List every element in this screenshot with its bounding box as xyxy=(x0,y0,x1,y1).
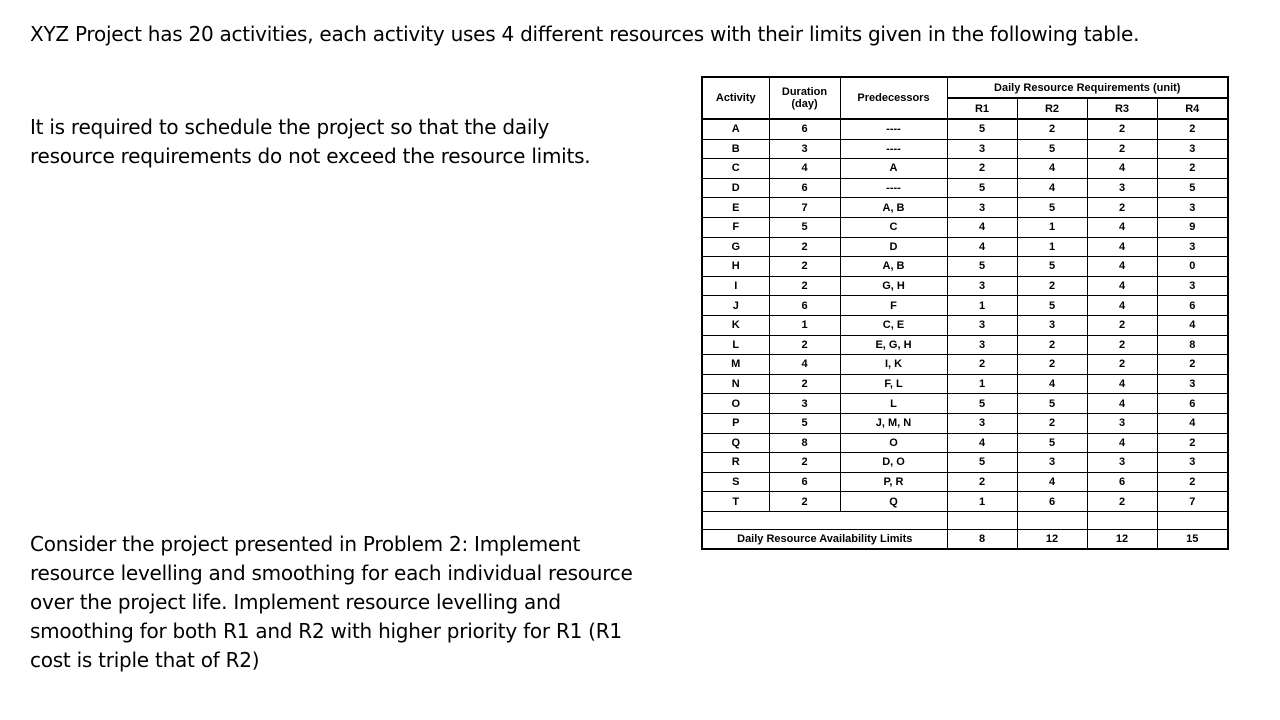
cell-duration: 5 xyxy=(769,217,840,237)
cell-pred: ---- xyxy=(840,178,947,198)
cell-r1: 3 xyxy=(947,413,1017,433)
cell-r2: 2 xyxy=(1017,335,1087,355)
cell-r3: 3 xyxy=(1087,178,1157,198)
table-row xyxy=(702,257,1228,277)
cell-r3: 4 xyxy=(1087,394,1157,414)
cell-r3: 4 xyxy=(1087,276,1157,296)
cell-activity: H xyxy=(702,257,769,277)
cell-r2: 4 xyxy=(1017,472,1087,492)
cell-activity: R xyxy=(702,453,769,473)
table-row xyxy=(702,296,1228,316)
cell-pred: F, L xyxy=(840,374,947,394)
cell-activity: A xyxy=(702,119,769,139)
cell-r3: 2 xyxy=(1087,119,1157,139)
cell-r4: 7 xyxy=(1157,492,1228,512)
cell-r1: 2 xyxy=(947,355,1017,375)
limit-r1: 8 xyxy=(947,529,1017,549)
cell-r4: 6 xyxy=(1157,296,1228,316)
cell-r2: 5 xyxy=(1017,257,1087,277)
cell-r1: 3 xyxy=(947,315,1017,335)
cell-r1: 5 xyxy=(947,257,1017,277)
limit-r4: 15 xyxy=(1157,529,1228,549)
header-r1: R1 xyxy=(947,98,1017,119)
cell-r2: 2 xyxy=(1017,276,1087,296)
table-row xyxy=(702,237,1228,257)
header-r4: R4 xyxy=(1157,98,1228,119)
cell-r4: 2 xyxy=(1157,355,1228,375)
cell-r2: 5 xyxy=(1017,139,1087,159)
blank-cell xyxy=(947,511,1017,529)
cell-r2: 1 xyxy=(1017,237,1087,257)
cell-pred: J, M, N xyxy=(840,413,947,433)
cell-r4: 9 xyxy=(1157,217,1228,237)
table-row xyxy=(702,413,1228,433)
header-r2: R2 xyxy=(1017,98,1087,119)
cell-activity: I xyxy=(702,276,769,296)
cell-r1: 4 xyxy=(947,433,1017,453)
table-row xyxy=(702,276,1228,296)
cell-r3: 2 xyxy=(1087,198,1157,218)
cell-r1: 3 xyxy=(947,139,1017,159)
cell-activity: K xyxy=(702,315,769,335)
cell-r4: 3 xyxy=(1157,276,1228,296)
cell-r3: 4 xyxy=(1087,217,1157,237)
table-row xyxy=(702,453,1228,473)
cell-r3: 4 xyxy=(1087,237,1157,257)
blank-row xyxy=(702,511,1228,529)
cell-pred: A, B xyxy=(840,257,947,277)
cell-r3: 2 xyxy=(1087,355,1157,375)
cell-activity: B xyxy=(702,139,769,159)
cell-duration: 3 xyxy=(769,139,840,159)
resource-table xyxy=(701,76,1229,550)
cell-r1: 5 xyxy=(947,178,1017,198)
limit-r2: 12 xyxy=(1017,529,1087,549)
cell-r2: 5 xyxy=(1017,394,1087,414)
cell-duration: 2 xyxy=(769,276,840,296)
table-row xyxy=(702,472,1228,492)
cell-r4: 3 xyxy=(1157,139,1228,159)
cell-activity: J xyxy=(702,296,769,316)
table-row xyxy=(702,159,1228,179)
cell-r1: 4 xyxy=(947,217,1017,237)
cell-r1: 3 xyxy=(947,198,1017,218)
cell-activity: M xyxy=(702,355,769,375)
table-row xyxy=(702,394,1228,414)
cell-r4: 2 xyxy=(1157,433,1228,453)
cell-duration: 2 xyxy=(769,257,840,277)
cell-pred: Q xyxy=(840,492,947,512)
table-row xyxy=(702,335,1228,355)
cell-r3: 2 xyxy=(1087,139,1157,159)
cell-r1: 2 xyxy=(947,472,1017,492)
cell-pred: C, E xyxy=(840,315,947,335)
cell-r4: 3 xyxy=(1157,237,1228,257)
cell-r3: 2 xyxy=(1087,315,1157,335)
cell-r1: 2 xyxy=(947,159,1017,179)
cell-r4: 4 xyxy=(1157,315,1228,335)
table-row xyxy=(702,119,1228,139)
cell-r3: 6 xyxy=(1087,472,1157,492)
cell-r3: 4 xyxy=(1087,159,1157,179)
table-row xyxy=(702,315,1228,335)
cell-duration: 7 xyxy=(769,198,840,218)
cell-activity: O xyxy=(702,394,769,414)
cell-pred: L xyxy=(840,394,947,414)
cell-r3: 3 xyxy=(1087,453,1157,473)
cell-r2: 1 xyxy=(1017,217,1087,237)
cell-r2: 5 xyxy=(1017,433,1087,453)
cell-r4: 8 xyxy=(1157,335,1228,355)
cell-r2: 4 xyxy=(1017,178,1087,198)
blank-cell xyxy=(702,511,947,529)
cell-r4: 0 xyxy=(1157,257,1228,277)
cell-pred: E, G, H xyxy=(840,335,947,355)
cell-r1: 5 xyxy=(947,119,1017,139)
table-row xyxy=(702,433,1228,453)
table-row xyxy=(702,217,1228,237)
problem-statement: Consider the project presented in Problem 2: Implement resource levelling and smoothing for each individual resource over the project life. Implement resource levelling and smoothing for both R1 and R2 with higher priority for R1 (R1 cost is triple that of R2) xyxy=(30,532,633,672)
cell-r3: 3 xyxy=(1087,413,1157,433)
header-activity: Activity xyxy=(702,77,769,119)
cell-r2: 6 xyxy=(1017,492,1087,512)
limit-r3: 12 xyxy=(1087,529,1157,549)
cell-duration: 1 xyxy=(769,315,840,335)
cell-r2: 5 xyxy=(1017,296,1087,316)
table-body xyxy=(702,119,1228,511)
cell-r4: 3 xyxy=(1157,198,1228,218)
cell-r2: 3 xyxy=(1017,315,1087,335)
cell-r1: 1 xyxy=(947,492,1017,512)
cell-activity: L xyxy=(702,335,769,355)
cell-r2: 2 xyxy=(1017,413,1087,433)
cell-r2: 5 xyxy=(1017,198,1087,218)
requirement-text: It is required to schedule the project so that the daily resource requirements do not exceed the resource limits. xyxy=(30,115,591,168)
header-predecessors: Predecessors xyxy=(840,77,947,119)
cell-pred: C xyxy=(840,217,947,237)
cell-pred: D, O xyxy=(840,453,947,473)
cell-duration: 4 xyxy=(769,355,840,375)
cell-r1: 4 xyxy=(947,237,1017,257)
cell-r4: 3 xyxy=(1157,374,1228,394)
cell-pred: A xyxy=(840,159,947,179)
cell-pred: O xyxy=(840,433,947,453)
cell-r1: 1 xyxy=(947,374,1017,394)
cell-pred: D xyxy=(840,237,947,257)
cell-duration: 2 xyxy=(769,374,840,394)
cell-activity: N xyxy=(702,374,769,394)
table-row xyxy=(702,178,1228,198)
cell-r4: 2 xyxy=(1157,472,1228,492)
cell-r3: 4 xyxy=(1087,374,1157,394)
cell-activity: D xyxy=(702,178,769,198)
cell-activity: S xyxy=(702,472,769,492)
cell-r4: 6 xyxy=(1157,394,1228,414)
blank-cell xyxy=(1157,511,1228,529)
cell-r1: 5 xyxy=(947,394,1017,414)
cell-pred: A, B xyxy=(840,198,947,218)
cell-r2: 2 xyxy=(1017,119,1087,139)
cell-r2: 3 xyxy=(1017,453,1087,473)
header-daily-requirements: Daily Resource Requirements (unit) xyxy=(947,77,1228,98)
header-duration: Duration (day) xyxy=(769,77,840,119)
cell-duration: 6 xyxy=(769,119,840,139)
cell-r4: 5 xyxy=(1157,178,1228,198)
cell-pred: G, H xyxy=(840,276,947,296)
cell-activity: P xyxy=(702,413,769,433)
cell-pred: ---- xyxy=(840,119,947,139)
cell-r4: 4 xyxy=(1157,413,1228,433)
cell-r4: 2 xyxy=(1157,159,1228,179)
cell-pred: I, K xyxy=(840,355,947,375)
blank-cell xyxy=(1087,511,1157,529)
cell-r1: 1 xyxy=(947,296,1017,316)
cell-activity: F xyxy=(702,217,769,237)
cell-r1: 3 xyxy=(947,335,1017,355)
cell-duration: 2 xyxy=(769,492,840,512)
cell-r3: 2 xyxy=(1087,492,1157,512)
cell-activity: C xyxy=(702,159,769,179)
table-row xyxy=(702,198,1228,218)
cell-r4: 3 xyxy=(1157,453,1228,473)
cell-r3: 2 xyxy=(1087,335,1157,355)
cell-r3: 4 xyxy=(1087,257,1157,277)
cell-r2: 2 xyxy=(1017,355,1087,375)
cell-r1: 5 xyxy=(947,453,1017,473)
cell-duration: 6 xyxy=(769,472,840,492)
cell-duration: 2 xyxy=(769,335,840,355)
cell-r3: 4 xyxy=(1087,433,1157,453)
cell-activity: G xyxy=(702,237,769,257)
cell-r3: 4 xyxy=(1087,296,1157,316)
cell-r4: 2 xyxy=(1157,119,1228,139)
table-row xyxy=(702,139,1228,159)
cell-r2: 4 xyxy=(1017,374,1087,394)
limits-label: Daily Resource Availability Limits xyxy=(702,529,947,549)
table-row xyxy=(702,492,1228,512)
cell-pred: F xyxy=(840,296,947,316)
table-row xyxy=(702,374,1228,394)
cell-duration: 6 xyxy=(769,296,840,316)
blank-cell xyxy=(1017,511,1087,529)
cell-duration: 8 xyxy=(769,433,840,453)
cell-duration: 2 xyxy=(769,453,840,473)
cell-duration: 6 xyxy=(769,178,840,198)
header-r3: R3 xyxy=(1087,98,1157,119)
cell-pred: ---- xyxy=(840,139,947,159)
cell-pred: P, R xyxy=(840,472,947,492)
limits-row xyxy=(702,529,1228,549)
cell-duration: 2 xyxy=(769,237,840,257)
cell-r2: 4 xyxy=(1017,159,1087,179)
cell-duration: 4 xyxy=(769,159,840,179)
cell-r1: 3 xyxy=(947,276,1017,296)
cell-duration: 3 xyxy=(769,394,840,414)
page-title: XYZ Project has 20 activities, each activity uses 4 different resources with their limits given in the following table. xyxy=(30,22,1140,46)
table-row xyxy=(702,355,1228,375)
cell-activity: Q xyxy=(702,433,769,453)
cell-duration: 5 xyxy=(769,413,840,433)
cell-activity: E xyxy=(702,198,769,218)
cell-activity: T xyxy=(702,492,769,512)
